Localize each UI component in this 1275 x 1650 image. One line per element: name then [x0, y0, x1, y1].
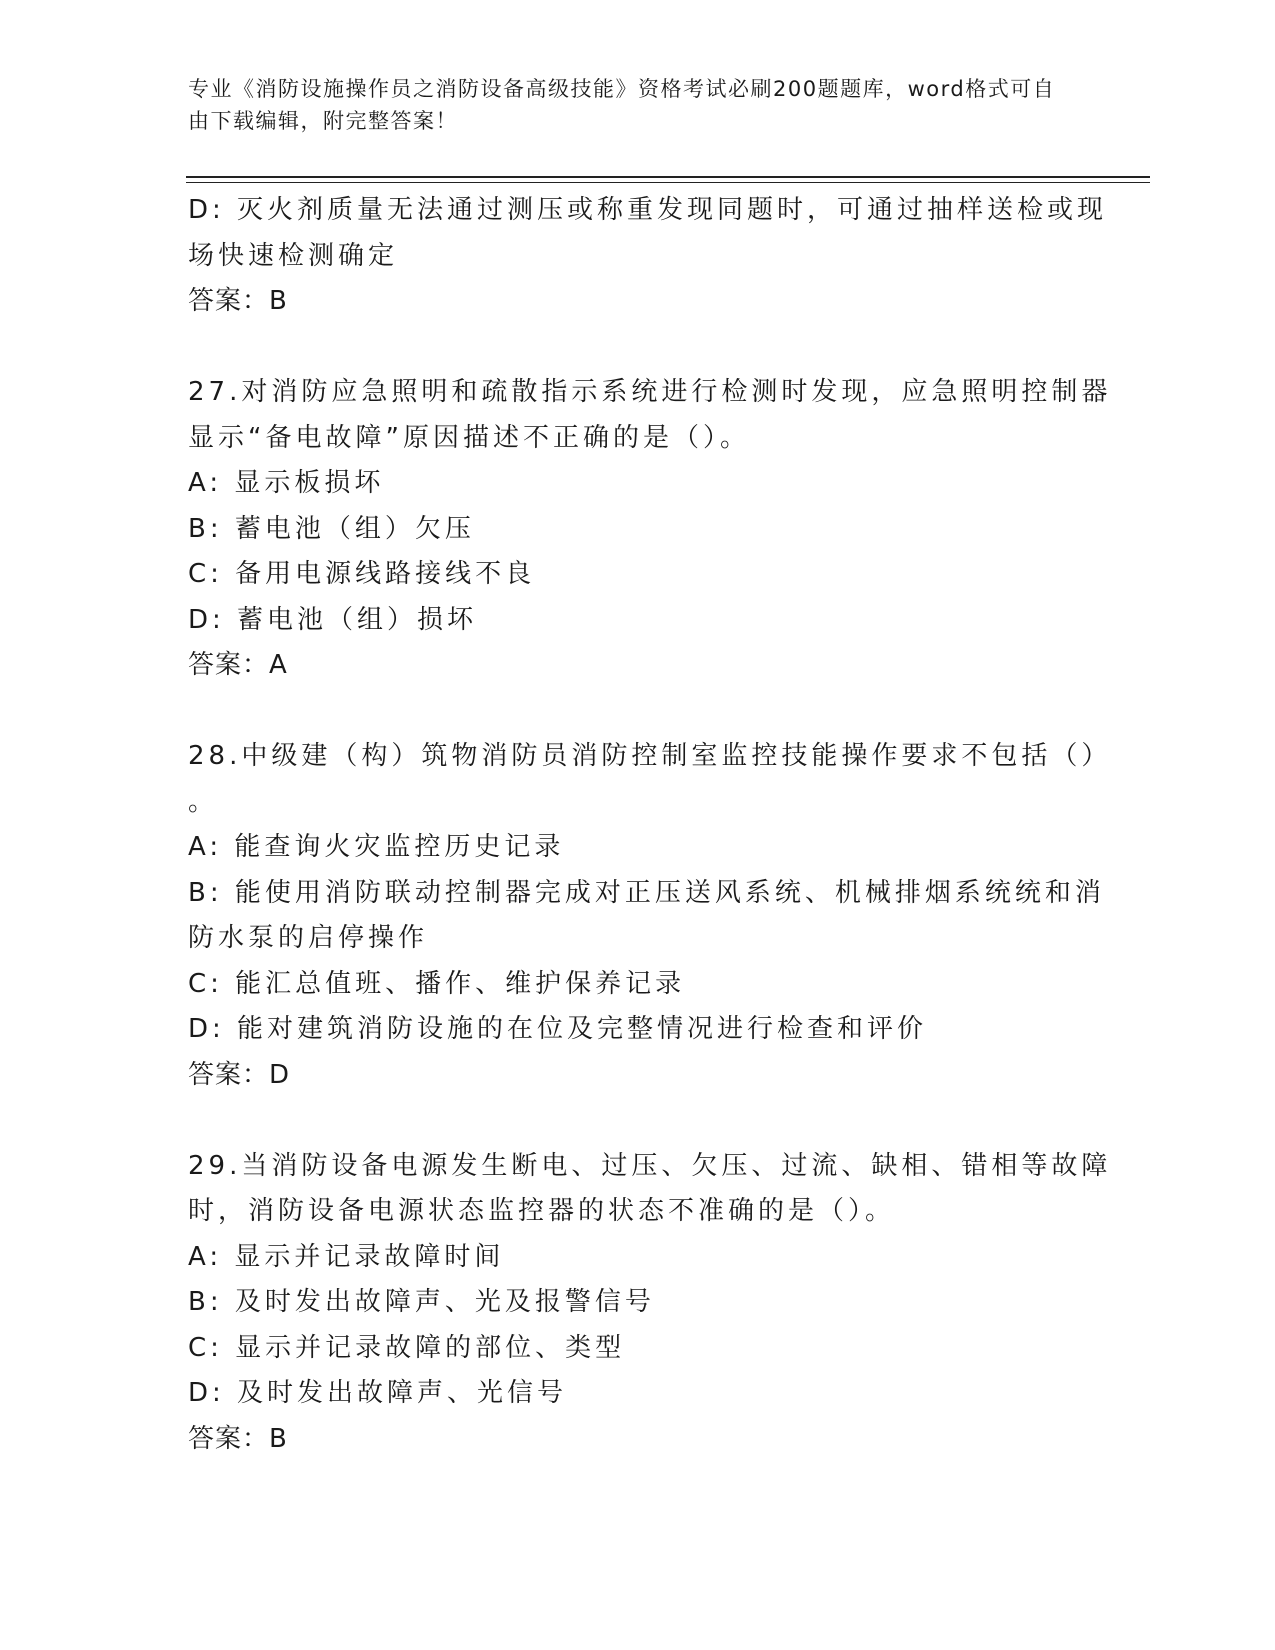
answer-line: 答案：A	[188, 650, 288, 680]
question-stem: 28.中级建（构）筑物消防员消防控制室监控技能操作要求不包括（）	[188, 741, 1112, 771]
header-rule-thin	[186, 182, 1150, 183]
question-stem: 时，消防设备电源状态监控器的状态不准确的是（）。	[188, 1196, 896, 1226]
spacer	[188, 325, 1068, 371]
question-stem: 显示“备电故障”原因描述不正确的是（）。	[188, 422, 750, 453]
option-a: A: 能查询火灾监控历史记录	[188, 832, 565, 862]
spacer	[188, 1098, 1068, 1144]
question-28	[188, 734, 1112, 1098]
option-d-line: D: 灭火剂质量无法通过测压或称重发现同题时，可通过抽样送检或现	[188, 195, 1108, 225]
option-c: C: 显示并记录故障的部位、类型	[188, 1332, 626, 1363]
option-c: C: 能汇总值班、播作、维护保养记录	[188, 968, 686, 999]
question-content	[188, 188, 1112, 1462]
question-stem: 29.当消防设备电源发生断电、过压、欠压、过流、缺相、错相等故障	[188, 1150, 1112, 1181]
document-header: 专业《消防设施操作员之消防设备高级技能》资格考试必刷200题题库，word格式可自由下载编辑，附完整答案！	[188, 77, 1056, 133]
option-b: B: 及时发出故障声、光及报警信号	[188, 1287, 655, 1317]
previous-question-tail	[188, 188, 1108, 325]
option-d: D: 蓄电池（组）损坏	[188, 604, 478, 635]
option-c: C: 备用电源线路接线不良	[188, 559, 536, 589]
option-a: A: 显示并记录故障时间	[188, 1241, 505, 1272]
question-stem: 。	[188, 786, 219, 817]
question-27	[188, 370, 1112, 689]
spacer	[188, 689, 1068, 735]
question-stem: 27.对消防应急照明和疏散指示系统进行检测时发现，应急照明控制器	[188, 377, 1112, 407]
option-a: A: 显示板损坏	[188, 468, 385, 498]
question-29	[188, 1144, 1112, 1463]
option-d-line: 场快速检测确定	[188, 240, 399, 271]
option-d: D: 及时发出故障声、光信号	[188, 1378, 568, 1408]
option-d: D: 能对建筑消防设施的在位及完整情况进行检查和评价	[188, 1014, 928, 1044]
header-rule-thick	[186, 176, 1150, 178]
option-b: B: 能使用消防联动控制器完成对正压送风系统、机械排烟系统统和消	[188, 877, 1105, 908]
option-b: 防水泵的启停操作	[188, 923, 429, 953]
answer-line: 答案：B	[188, 1423, 288, 1454]
answer-line: 答案：B	[188, 286, 288, 316]
answer-line: 答案：D	[188, 1059, 291, 1090]
option-b: B: 蓄电池（组）欠压	[188, 513, 475, 544]
